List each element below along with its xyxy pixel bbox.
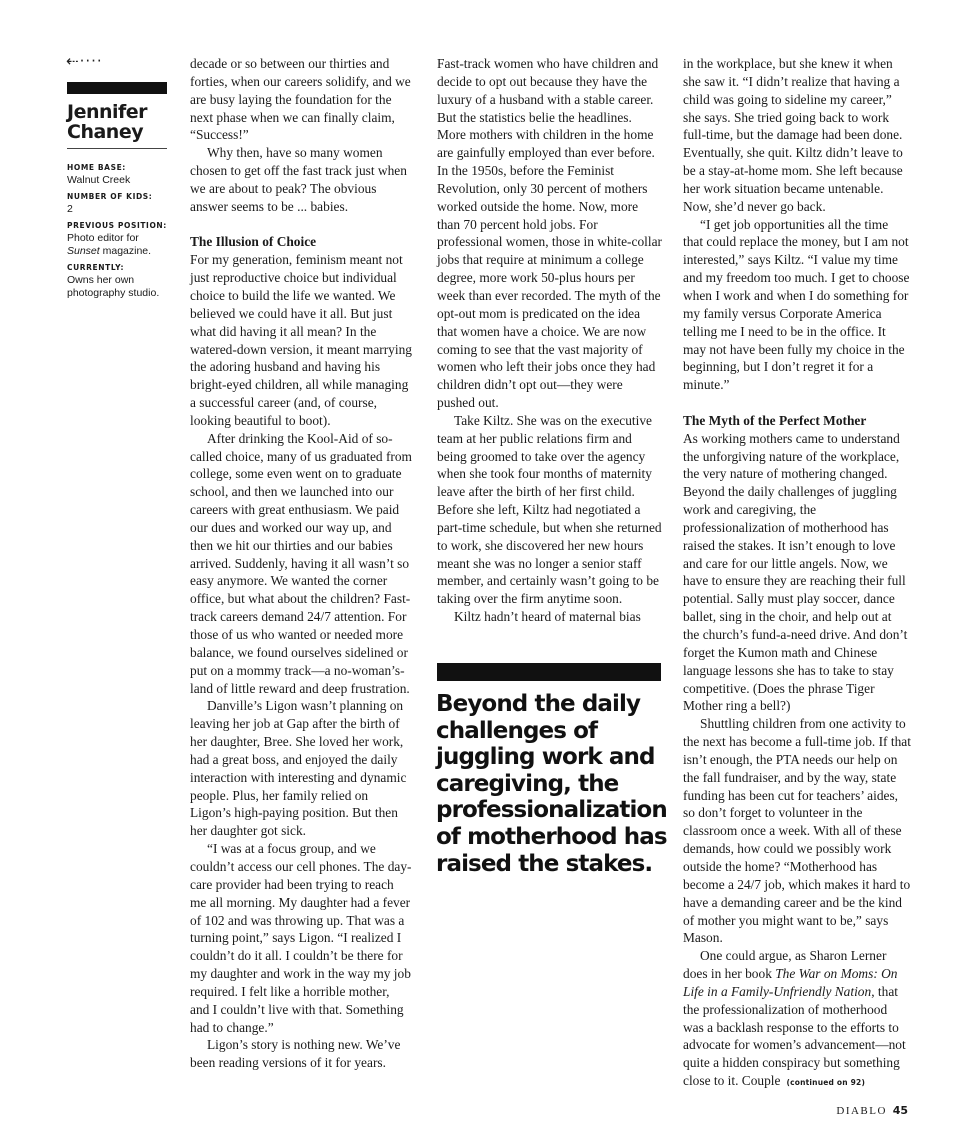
meta-value-home-base: Walnut Creek [67, 174, 131, 186]
meta-value-previous-position [67, 232, 169, 258]
back-arrow-icon[interactable]: ⇠···· [66, 52, 103, 70]
section-heading: The Illusion of Choice [190, 234, 317, 250]
meta-value-part: magazine. [99, 245, 152, 257]
paragraph: Fast-track women who have children and decide to opt out because they have the luxury of a husband with a stable career. But the statistics belie the headlines. More mothers with children in the home are gainfully employed than ever before. In the 1950s, before the Feminist Revolution, only 30 percent of mothers worked outside the home. Now, more than 70 percent hold jobs. For professional women, those in white-collar jobs that require at minimum a college degree, more work 50-plus hours per week than ever recorded. The myth of the opt-out mom is predicated on the idea that women have a choice. We are now coming to see that the vast majority of women who left their jobs once they had children didn’t opt out—they were pushed out. [437, 56, 662, 411]
magazine-name: DIABLO [836, 1105, 887, 1117]
paragraph: For my generation, feminism meant not just reproductive choice but individual choice to build the life we wanted. We believed we could have it all. But just what did having it all mean? In the watered-down version, it meant marrying the adoring husband and having his bright-eyed children, all while managing a successful career (and, of course, looking beautiful to boot). [190, 252, 412, 428]
page-footer [836, 1104, 908, 1117]
article-column-1 [190, 55, 412, 1072]
continued-note[interactable]: (continued on 92) [786, 1078, 866, 1088]
paragraph-spacer [683, 394, 911, 412]
pull-quote-bar [437, 663, 661, 681]
magazine-title-italic: Sunset [67, 245, 100, 257]
pull-quote: Beyond the daily challenges of juggling work and caregiving, the professionalization of motherhood has raised the stakes. [436, 691, 667, 877]
meta-label-previous-position: PREVIOUS POSITION: [67, 221, 167, 230]
paragraph: After drinking the Kool-Aid of so-called choice, many of us graduated from college, some even went on to graduate school, and then we launched into our careers with great enthusiasm. We paid our dues and worked our way up, and then we hit our thirties and our babies arrived. Suddenly, having it all wasn’t so easy anymore. We wanted the corner office, but what about the children? Fast-track careers demand 24/7 attention. For those of us who wanted or needed more balance, we found ourselves sidelined or put on a mommy track—a no-woman’s-land of little reward and deep frustration. [190, 430, 412, 696]
meta-value-part: Photo editor for [67, 232, 139, 244]
paragraph: decade or so between our thirties and forties, when our careers solidify, and we are busy laying the foundation for the next phase when we can finally claim, “Success!” [190, 56, 411, 143]
meta-label-home-base: HOME BASE: [67, 163, 126, 172]
sidebar-bar [67, 82, 167, 94]
paragraph: Shuttling children from one activity to the next has become a full-time job. If that isn’t enough, the PTA needs our help on the fall fundraiser, and by the way, state funding has been cut for teachers’ aides, so don’t forget to volunteer in the classroom once a week. With all of these demands, how could we possibly work outside the home? “Motherhood has become a 24/7 job, which makes it hard to have a demanding career and be the kind of mother you might want to be,” says Mason. [683, 716, 911, 946]
section-heading: The Myth of the Perfect Mother [683, 412, 867, 428]
paragraph: in the workplace, but she knew it when she saw it. “I didn’t realize that having a child was going to sideline my career,” she says. She tried going back to work full-time, but the damage had been done. Eventually, she quit. Kiltz didn’t leave to be a stay-at-home mom. She left because her work situation became untenable. Now, she’d never go back. [683, 56, 903, 214]
meta-value-number-of-kids: 2 [67, 203, 73, 215]
meta-value-currently: Owns her own photography studio. [67, 274, 160, 299]
paragraph [683, 947, 911, 1092]
paragraph: As working mothers came to understand the unforgiving nature of the workplace, the very nature of mothering changed. Beyond the daily challenges of juggling work and caregiving, the professionalization of motherhood has raised the stakes. It isn’t enough to love and care for our little angels. Now, we have to ensure they are reaching their full potential. Sally must play soccer, dance ballet, sing in the choir, and help out at the church’s fund-a-need drive. And don’t forget the Kumon math and Chinese language lessons she has to take to stay competitive. (Does the phrase Tiger Mother ring a bell?) [683, 430, 908, 714]
paragraph: Ligon’s story is nothing new. We’ve been reading versions of it for years. [190, 1037, 401, 1071]
paragraph: Kiltz hadn’t heard of maternal bias [454, 609, 641, 625]
book-title: The War on Moms: On Life in a Family-Unfriendly Nation [683, 966, 898, 999]
paragraph: Take Kiltz. She was on the executive team at her public relations firm and being groomed to take over the agency when she took four months of maternity leave after the birth of her first child. Before she left, Kiltz had negotiated a part-time schedule, but when she returned to work, she discovered her new hours meant she was no longer a senior staff member, and certainly wasn’t going to be taking over the firm anytime soon. [437, 412, 662, 607]
sidebar-divider [67, 148, 167, 149]
paragraph: “I was at a focus group, and we couldn’t access our cell phones. The day-care provider had been trying to reach me all morning. My daughter had a fever of 102 and was throwing up. That was a turning point,” says Ligon. “I realized I couldn’t do it all. I couldn’t be there for my daughter and work in the way my job required. I felt like a horrible mother, and I couldn’t live with that. Something had to change.” [190, 841, 412, 1035]
paragraph: Danville’s Ligon wasn’t planning on leaving her job at Gap after the birth of her daughter, Bree. She loved her work, had a great boss, and enjoyed the daily interaction with interesting and dynamic people. Plus, her family relied on Ligon’s high-paying position. But then her daughter got sick. [190, 698, 407, 839]
meta-label-currently: CURRENTLY: [67, 263, 125, 272]
page-number: 45 [892, 1104, 908, 1117]
paragraph: Why then, have so many women chosen to get off the fast track just when we are about to peak? The obvious answer seems to be ... babies. [190, 145, 407, 214]
paragraph-text: One could argue, as Sharon Lerner does in her book [683, 948, 887, 982]
meta-label-number-of-kids: NUMBER OF KIDS: [67, 192, 153, 201]
paragraph-spacer [190, 216, 412, 234]
paragraph-text: , that the professionalization of motherhood was a backlash response to the efforts to advocate for women’s advancement—not quite a hidden conspiracy but something close to it. Couple [683, 983, 906, 1089]
article-column-2 [437, 55, 663, 626]
profile-sidebar [67, 82, 169, 300]
paragraph: “I get job opportunities all the time that could replace the money, but I am not interested,” says Kiltz. “I value my time and my freedom too much. I get to choose when I work and when I do something for my family versus Corporate America telling me I need to be in the office. It may not have been fully my choice in the beginning, but I don’t regret it for a minute.” [683, 216, 910, 393]
article-column-3 [683, 55, 911, 1092]
profile-name: Jennifer Chaney [67, 101, 148, 143]
